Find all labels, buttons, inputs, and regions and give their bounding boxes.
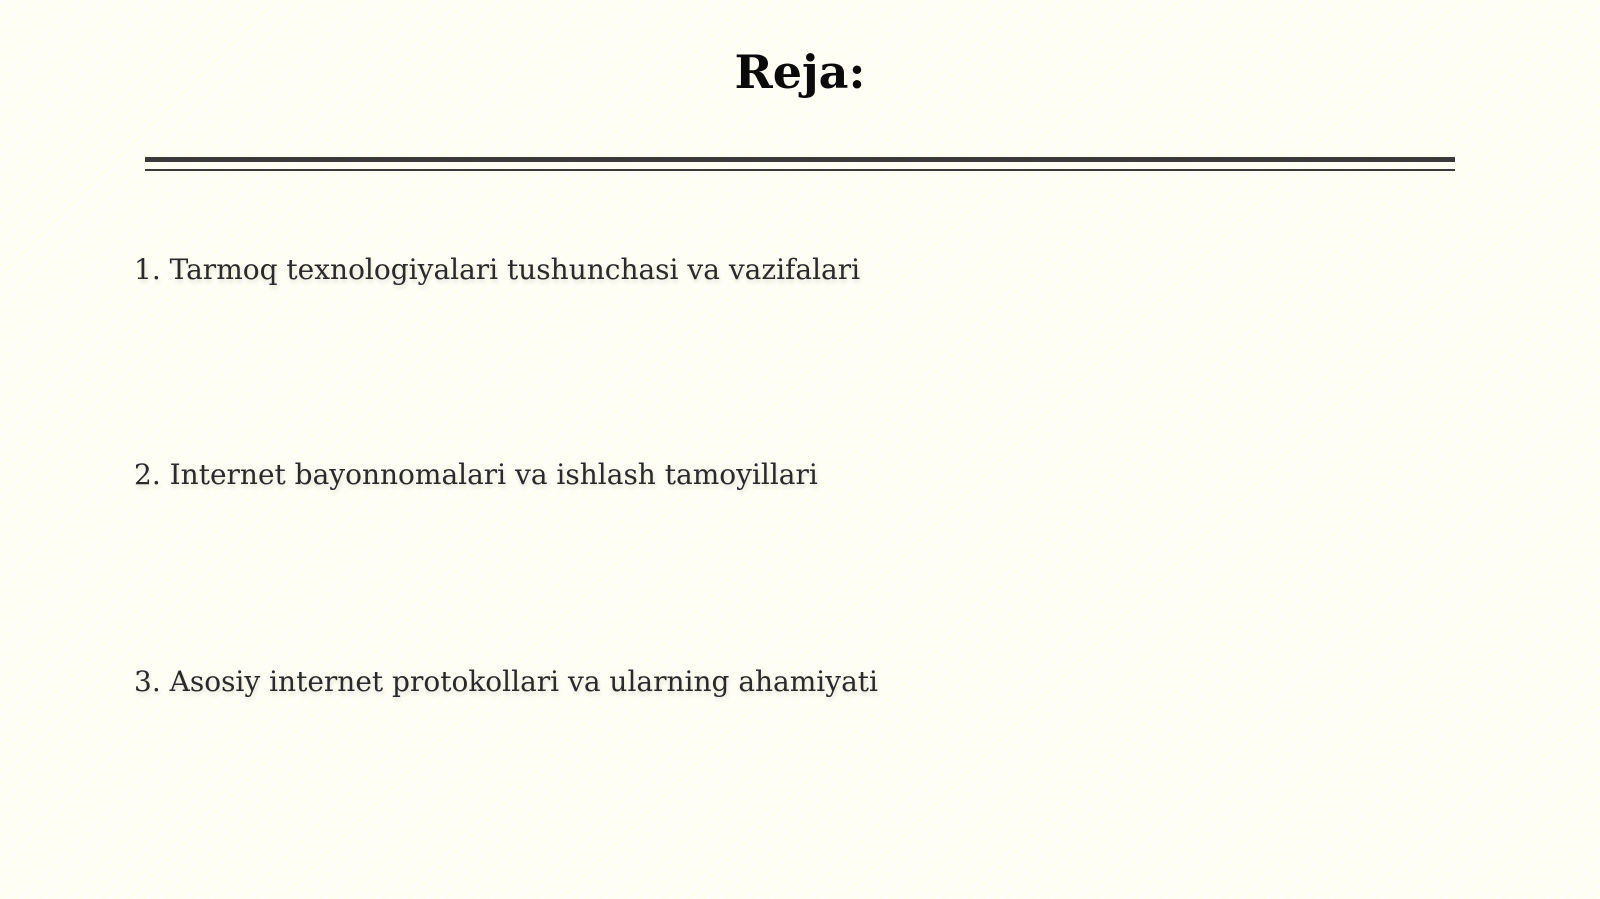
- plan-item-2: 2. Internet bayonnomalari va ishlash tamoyillari: [134, 458, 818, 491]
- title-divider-thick: [145, 157, 1455, 162]
- title-divider-thin: [145, 169, 1455, 171]
- plan-item-1: 1. Tarmoq texnologiyalari tushunchasi va vazifalari: [134, 253, 861, 286]
- plan-item-3: 3. Asosiy internet protokollari va ularning ahamiyati: [134, 665, 878, 698]
- slide-title: Reja:: [734, 45, 866, 99]
